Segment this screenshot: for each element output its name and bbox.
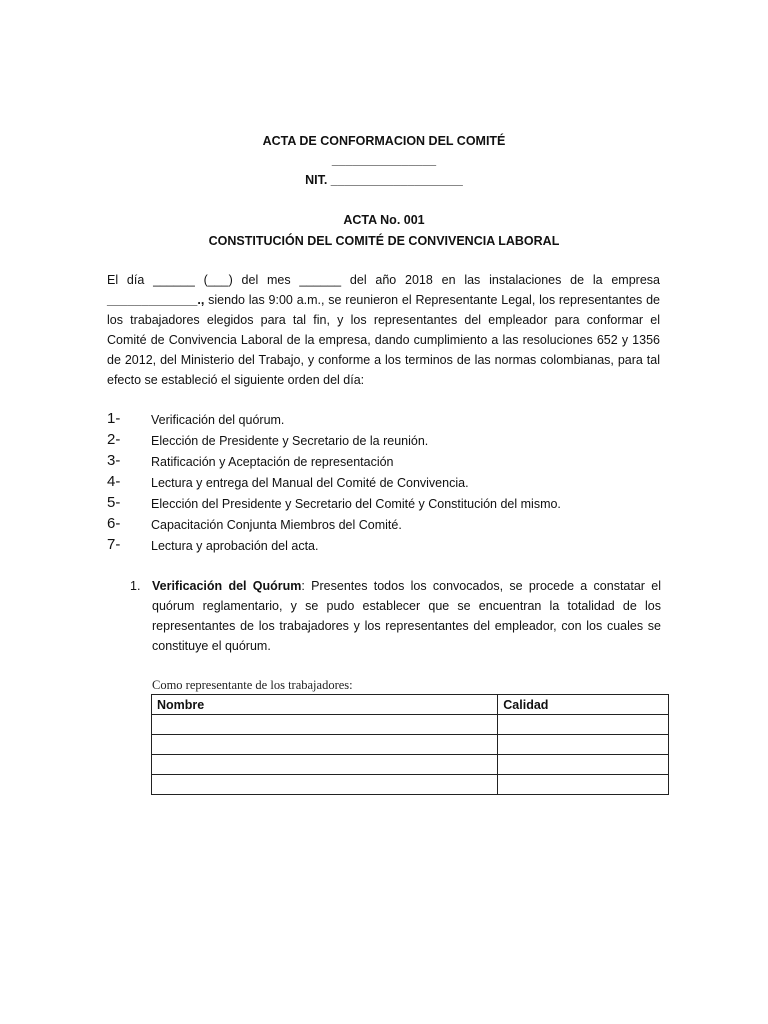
company-name-blank: _______________ [331, 153, 437, 167]
representatives-table [151, 694, 669, 795]
column-header-nombre: Nombre [152, 695, 498, 715]
intro-line: Comité de Convivencia Laboral de la empresa, dando cumplimiento a las resoluciones 652 y 1356 [107, 333, 660, 347]
section-line: representantes de los trabajadores y los representantes del empleador, con los cuales se [152, 619, 661, 633]
column-header-calidad: Calidad [498, 695, 669, 715]
agenda-item [107, 535, 667, 556]
agenda-number: 4- [107, 473, 121, 490]
agenda-number: 5- [107, 494, 121, 511]
agenda-text: Elección de Presidente y Secretario de la reunión. [151, 434, 429, 448]
table-cell-nombre[interactable] [152, 775, 498, 795]
agenda-item [107, 514, 667, 535]
nit-line: NIT. ___________________ [305, 173, 463, 187]
document-title: ACTA DE CONFORMACION DEL COMITÉ [262, 134, 506, 148]
agenda-text: Capacitación Conjunta Miembros del Comité. [151, 518, 402, 532]
intro-paragraph [107, 270, 660, 390]
agenda-text: Verificación del quórum. [151, 413, 285, 427]
section-number: 1. [130, 579, 141, 593]
agenda-item [107, 472, 667, 493]
agenda-list [107, 409, 667, 556]
agenda-text: Ratificación y Aceptación de representación [151, 455, 394, 469]
table-cell-calidad[interactable] [498, 735, 669, 755]
table-cell-calidad[interactable] [498, 755, 669, 775]
table-cell-calidad[interactable] [498, 775, 669, 795]
agenda-item [107, 451, 667, 472]
section-body [152, 576, 661, 656]
table-row [152, 715, 669, 735]
intro-line: los trabajadores elegidos para tal fin, y los representantes del empleador para conformar el [107, 313, 660, 327]
intro-line: efecto se estableció el siguiente orden del día: [107, 373, 365, 387]
acta-number: ACTA No. 001 [343, 213, 425, 227]
section-line-rest: : Presentes todos los convocados, se procede a constatar el [301, 579, 661, 593]
intro-line-rest: siendo las 9:00 a.m., se reunieron el Representante Legal, los representantes de [204, 293, 660, 307]
table-caption: Como representante de los trabajadores: [152, 678, 353, 692]
table-cell-nombre[interactable] [152, 715, 498, 735]
company-blank-bold: _____________., [107, 293, 205, 307]
section-heading: Verificación del Quórum [152, 579, 302, 593]
intro-line [107, 290, 660, 310]
agenda-item [107, 409, 667, 430]
section-line [152, 576, 661, 596]
agenda-text: Elección del Presidente y Secretario del Comité y Constitución del mismo. [151, 497, 561, 511]
table-cell-calidad[interactable] [498, 715, 669, 735]
agenda-number: 3- [107, 452, 121, 469]
section-line: constituye el quórum. [152, 639, 271, 653]
agenda-number: 2- [107, 431, 121, 448]
table-cell-nombre[interactable] [152, 735, 498, 755]
agenda-text: Lectura y aprobación del acta. [151, 539, 319, 553]
table-row [152, 755, 669, 775]
agenda-text: Lectura y entrega del Manual del Comité de Convivencia. [151, 476, 469, 490]
table-row [152, 775, 669, 795]
agenda-number: 6- [107, 515, 121, 532]
document-subtitle: CONSTITUCIÓN DEL COMITÉ DE CONVIVENCIA LABORAL [208, 234, 560, 248]
table-row [152, 735, 669, 755]
intro-line: de 2012, del Ministerio del Trabajo, y conforme a los terminos de las normas colombianas, para tal [107, 353, 660, 367]
table-cell-nombre[interactable] [152, 755, 498, 775]
agenda-number: 7- [107, 536, 121, 553]
agenda-number: 1- [107, 410, 121, 427]
intro-line: El día ______ (___) del mes ______ del año 2018 en las instalaciones de la empresa [107, 273, 660, 287]
table-header-row [152, 695, 669, 715]
agenda-item [107, 493, 667, 514]
section-line: quórum reglamentario, y se pudo establecer que se encuentran la totalidad de los [152, 599, 661, 613]
agenda-item [107, 430, 667, 451]
